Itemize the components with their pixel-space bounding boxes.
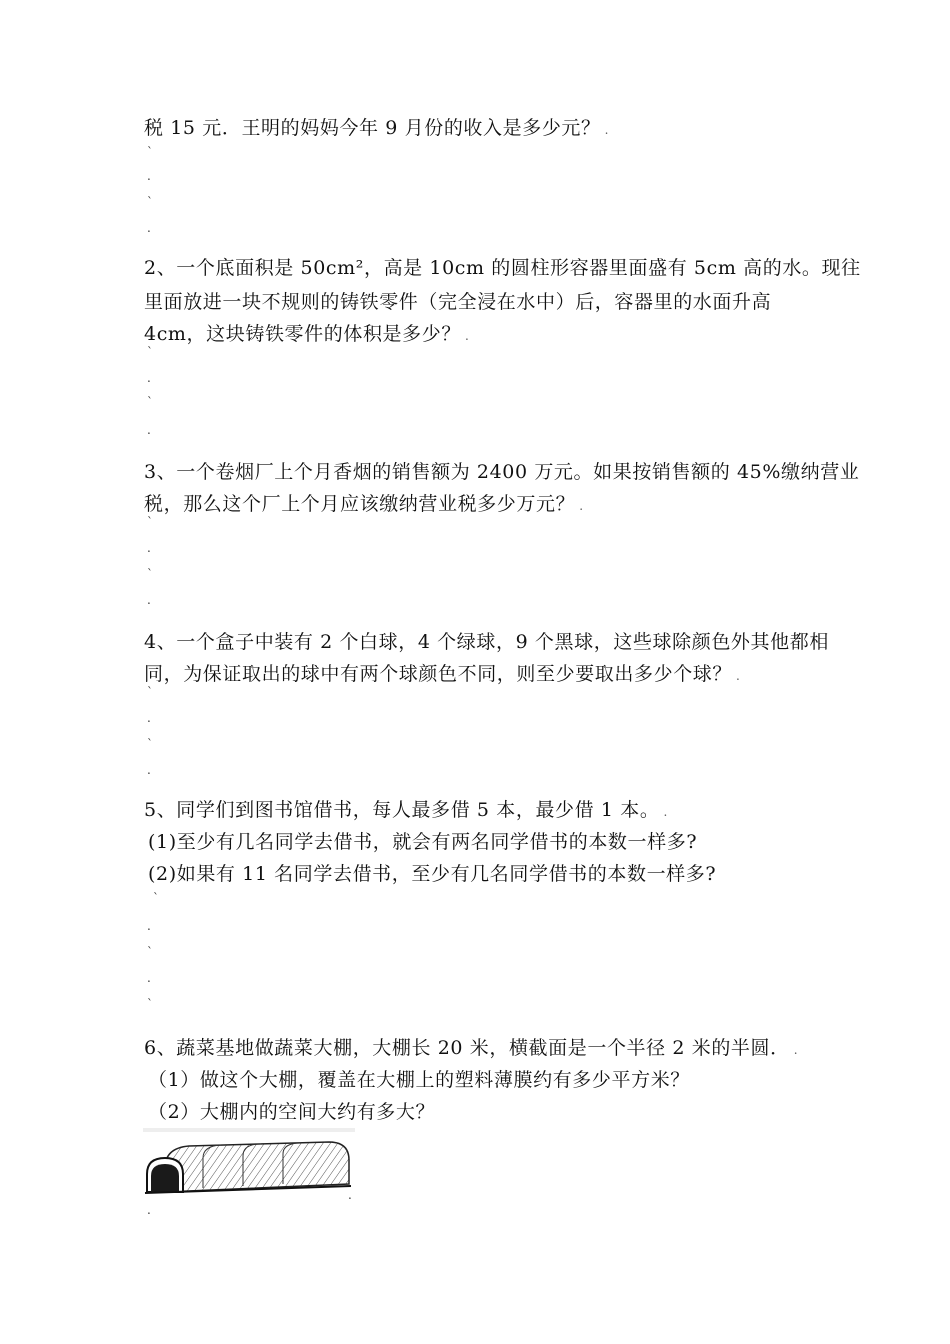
blank-mark: `	[147, 145, 153, 159]
blank-mark: `	[147, 395, 153, 409]
problem-2-text: 4cm，这块铸铁零件的体积是多少？	[144, 323, 461, 345]
blank-mark: `	[147, 515, 153, 529]
blank-mark: `	[147, 997, 153, 1011]
problem-3-line-1: 3、一个卷烟厂上个月香烟的销售额为 2400 万元。如果按销售额的 45%缴纳营业	[144, 461, 860, 483]
blank-mark: `	[147, 685, 153, 699]
problem-1-text: 税 15 元．王明的妈妈今年 9 月份的收入是多少元？	[144, 117, 601, 139]
figure-top-strip	[143, 1128, 355, 1132]
problem-5-line-1	[144, 796, 668, 826]
blank-mark: `	[147, 737, 153, 751]
problem-5-text: 5、同学们到图书馆借书，每人最多借 5 本，最少借 1 本。	[144, 799, 660, 821]
blank-mark: `	[153, 891, 159, 905]
blank-mark: `	[147, 567, 153, 581]
para-mark: .	[604, 123, 610, 137]
blank-mark: .	[147, 371, 151, 385]
blank-mark: .	[147, 221, 151, 235]
problem-6-line-1	[144, 1034, 798, 1064]
figure-mark: .	[348, 1188, 352, 1202]
problem-2-line-2: 里面放进一块不规则的铸铁零件（完全浸在水中）后，容器里的水面升高	[144, 291, 772, 313]
problem-4-line-1: 4、一个盒子中装有 2 个白球，4 个绿球，9 个黑球，这些球除颜色外其他都相	[144, 631, 829, 653]
para-mark: .	[663, 805, 668, 819]
blank-mark: `	[147, 195, 153, 209]
tunnel-cover	[165, 1142, 349, 1192]
blank-mark: `	[147, 945, 153, 959]
greenhouse-figure	[143, 1128, 355, 1198]
para-mark: .	[579, 499, 584, 513]
problem-3-text: 税，那么这个厂上个月应该缴纳营业税多少万元？	[144, 493, 576, 515]
problem-5-question-1: (1)至少有几名同学去借书，就会有两名同学借书的本数一样多?	[148, 831, 698, 853]
problem-2-line-3	[144, 320, 469, 350]
blank-mark: .	[147, 711, 151, 725]
problem-5-question-2: (2)如果有 11 名同学去借书，至少有几名同学借书的本数一样多?	[148, 863, 717, 885]
tunnel-opening	[151, 1164, 179, 1192]
blank-mark: .	[147, 541, 151, 555]
blank-mark: .	[147, 919, 151, 933]
problem-4-text: 同，为保证取出的球中有两个球颜色不同，则至少要取出多少个球？	[144, 663, 733, 685]
blank-mark: .	[147, 593, 151, 607]
problem-3-line-2	[144, 490, 584, 520]
blank-mark: `	[147, 345, 153, 359]
problem-6-question-1: （1）做这个大棚，覆盖在大棚上的塑料薄膜约有多少平方米？	[148, 1069, 690, 1091]
problem-1-tail	[144, 114, 609, 144]
problem-2-line-1: 2、一个底面积是 50cm²，高是 10cm 的圆柱形容器里面盛有 5cm 高的水。现往	[144, 257, 861, 279]
problem-6-question-2: （2）大棚内的空间大约有多大？	[148, 1101, 436, 1123]
blank-mark: .	[147, 423, 151, 437]
problem-6-text: 6、蔬菜基地做蔬菜大棚，大棚长 20 米，横截面是一个半径 2 米的半圆．	[144, 1037, 790, 1059]
para-mark: .	[793, 1043, 799, 1057]
blank-mark: .	[147, 763, 151, 777]
para-mark: .	[736, 669, 741, 683]
problem-4-line-2	[144, 660, 740, 690]
blank-mark: .	[147, 169, 151, 183]
blank-mark: .	[147, 971, 151, 985]
para-mark: .	[464, 329, 470, 343]
blank-mark: .	[147, 1203, 151, 1217]
